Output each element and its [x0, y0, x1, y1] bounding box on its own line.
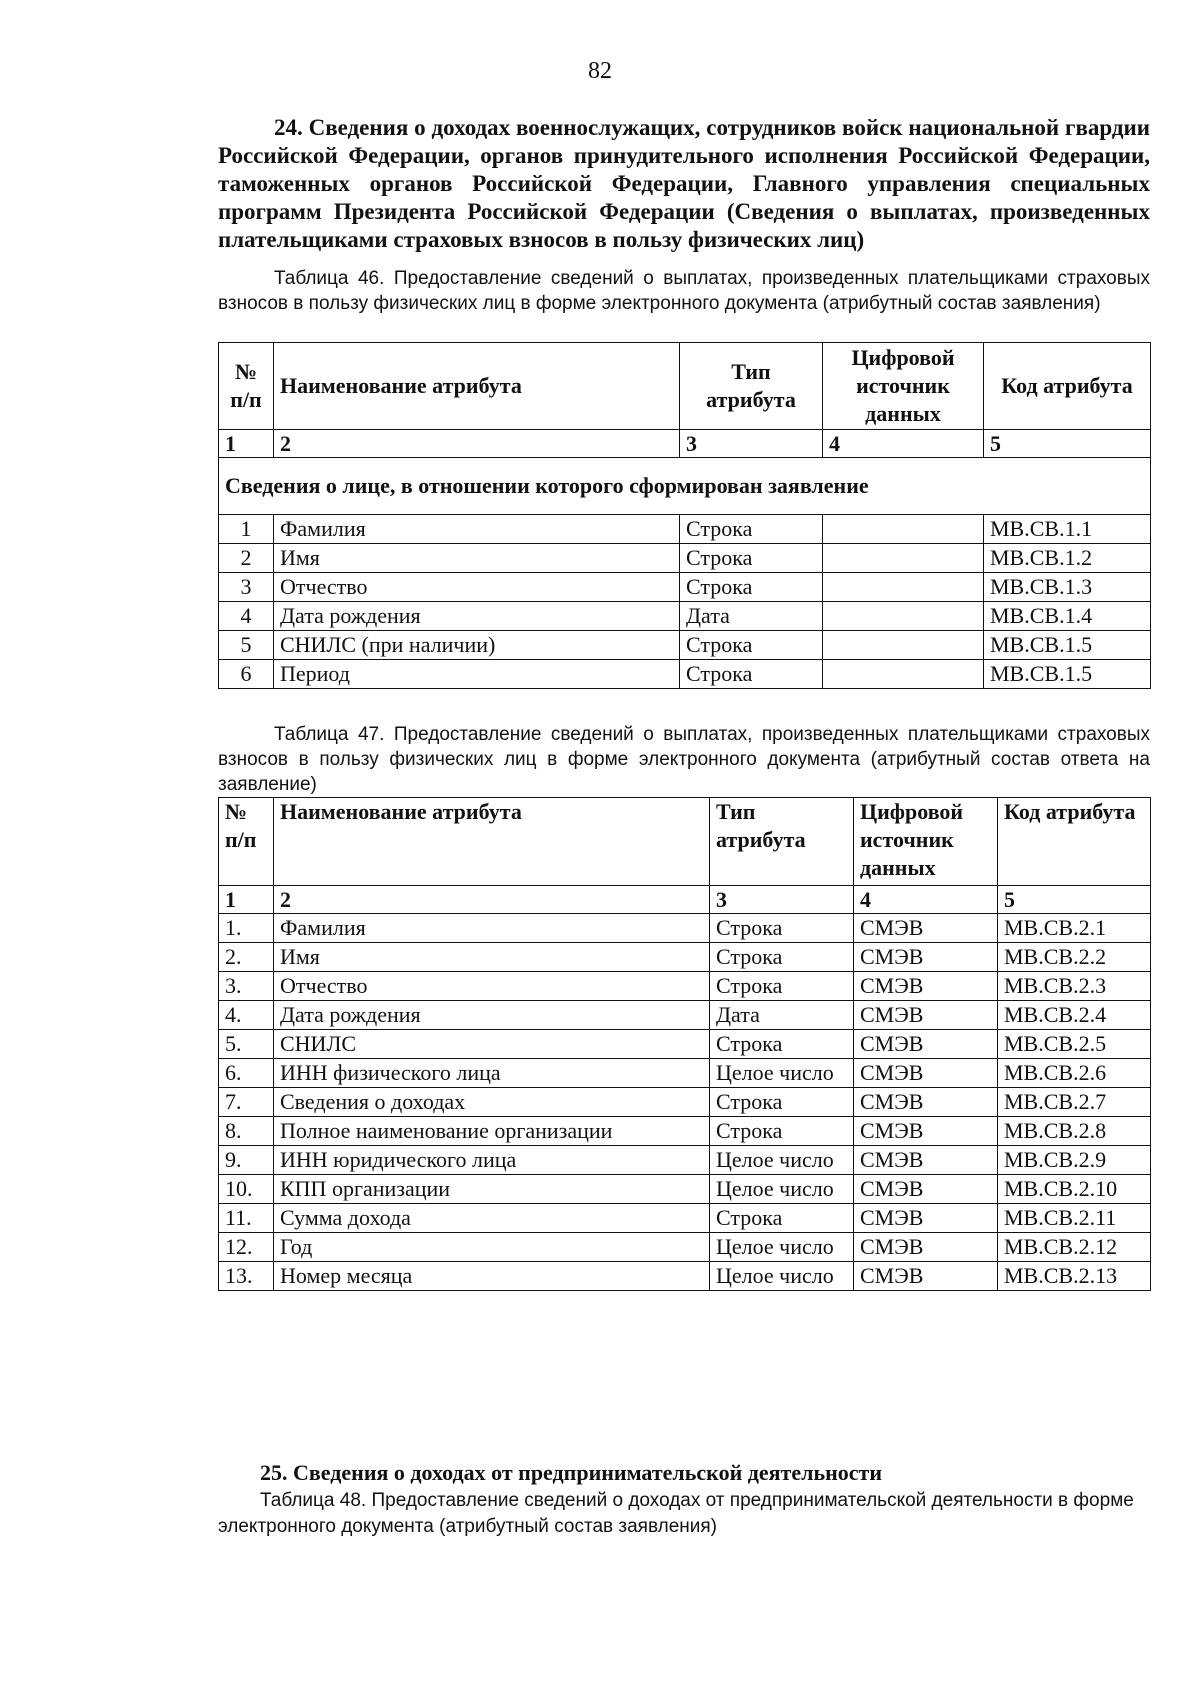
attribute-type: Дата [680, 602, 823, 631]
attribute-code: MB.CB.2.13 [998, 1262, 1151, 1291]
attribute-type: Строка [680, 515, 823, 544]
attribute-name: Год [274, 1233, 710, 1262]
table-row [219, 914, 1151, 943]
table-row [219, 1146, 1151, 1175]
attribute-name: СНИЛС (при наличии) [274, 631, 680, 660]
header-source: Цифровой источник данных [823, 343, 984, 430]
row-number: 3. [219, 972, 274, 1001]
attribute-type: Дата [710, 1001, 854, 1030]
table-row [219, 515, 1151, 544]
data-source: СМЭВ [854, 1117, 998, 1146]
attribute-type: Строка [710, 1204, 854, 1233]
column-number: 2 [274, 430, 680, 458]
attribute-name: ИНН физического лица [274, 1059, 710, 1088]
row-number: 10. [219, 1175, 274, 1204]
attribute-code: MB.CB.2.3 [998, 972, 1151, 1001]
data-source: СМЭВ [854, 1262, 998, 1291]
table-row [219, 1233, 1151, 1262]
data-source [823, 631, 984, 660]
attribute-name: Имя [274, 943, 710, 972]
table-row [219, 1059, 1151, 1088]
row-number: 2 [219, 544, 274, 573]
table-46-group-row [219, 458, 1151, 515]
attribute-code: MB.CB.1.1 [984, 515, 1151, 544]
table-row [219, 1088, 1151, 1117]
data-source [823, 602, 984, 631]
attribute-code: MB.CB.1.3 [984, 573, 1151, 602]
header-num: № п/п [219, 798, 274, 886]
attribute-name: Отчество [274, 573, 680, 602]
table-row [219, 573, 1151, 602]
column-number: 3 [710, 886, 854, 914]
table-46-caption-text: Таблица 46. Предоставление сведений о выплатах, произведенных плательщиками страховых взносов в пользу физических лиц в форме электронного документа (атрибутный состав заявления) [218, 268, 1150, 314]
table-48-caption-text: Таблица 48. Предоставление сведений о доходах от предпринимательской деятельности в форме электронного документа (атрибутный состав заявления) [218, 1490, 1134, 1537]
data-source [823, 544, 984, 573]
attribute-name: Дата рождения [274, 1001, 710, 1030]
data-source: СМЭВ [854, 1233, 998, 1262]
row-number: 6. [219, 1059, 274, 1088]
column-number: 1 [219, 886, 274, 914]
data-source: СМЭВ [854, 914, 998, 943]
page-number: 82 [588, 58, 612, 84]
table-47-caption-text: Таблица 47. Предоставление сведений о выплатах, произведенных плательщиками страховых взносов в пользу физических лиц в форме электронного документа (атрибутный состав ответа на заявление) [218, 724, 1150, 795]
attribute-type: Строка [680, 544, 823, 573]
attribute-name: Номер месяца [274, 1262, 710, 1291]
attribute-code: MB.CB.2.10 [998, 1175, 1151, 1204]
row-number: 4. [219, 1001, 274, 1030]
header-code: Код атрибута [998, 798, 1151, 886]
table-row [219, 1117, 1151, 1146]
table-47-column-numbers [219, 886, 1151, 914]
table-47 [218, 797, 1151, 1291]
attribute-type: Строка [680, 631, 823, 660]
attribute-code: MB.CB.2.8 [998, 1117, 1151, 1146]
attribute-code: MB.CB.2.11 [998, 1204, 1151, 1233]
data-source [823, 515, 984, 544]
header-code: Код атрибута [984, 343, 1151, 430]
attribute-code: MB.CB.2.7 [998, 1088, 1151, 1117]
attribute-type: Строка [710, 1088, 854, 1117]
attribute-type: Строка [710, 972, 854, 1001]
column-number: 5 [998, 886, 1151, 914]
table-46-header-row [219, 343, 1151, 430]
column-number: 2 [274, 886, 710, 914]
attribute-name: КПП организации [274, 1175, 710, 1204]
data-source: СМЭВ [854, 1059, 998, 1088]
attribute-name: Сумма дохода [274, 1204, 710, 1233]
attribute-code: MB.CB.2.1 [998, 914, 1151, 943]
table-row [219, 1262, 1151, 1291]
attribute-name: Фамилия [274, 914, 710, 943]
attribute-type: Строка [710, 1117, 854, 1146]
attribute-code: MB.CB.1.5 [984, 660, 1151, 689]
row-number: 1. [219, 914, 274, 943]
data-source: СМЭВ [854, 972, 998, 1001]
attribute-code: MB.CB.2.5 [998, 1030, 1151, 1059]
data-source: СМЭВ [854, 1175, 998, 1204]
header-name: Наименование атрибута [274, 343, 680, 430]
table-46 [218, 342, 1151, 689]
table-row [219, 1175, 1151, 1204]
table-row [219, 943, 1151, 972]
attribute-name: Отчество [274, 972, 710, 1001]
table-47-header-row [219, 798, 1151, 886]
row-number: 12. [219, 1233, 274, 1262]
table-row [219, 544, 1151, 573]
table-row [219, 602, 1151, 631]
row-number: 3 [219, 573, 274, 602]
data-source: СМЭВ [854, 1088, 998, 1117]
row-number: 4 [219, 602, 274, 631]
attribute-code: MB.CB.1.4 [984, 602, 1151, 631]
table-row [219, 1001, 1151, 1030]
table-row [219, 1030, 1151, 1059]
attribute-name: Дата рождения [274, 602, 680, 631]
data-source: СМЭВ [854, 1146, 998, 1175]
attribute-type: Строка [680, 573, 823, 602]
header-type: Тип атрибута [680, 343, 823, 430]
header-name: Наименование атрибута [274, 798, 710, 886]
attribute-name: Фамилия [274, 515, 680, 544]
group-heading: Сведения о лице, в отношении которого сформирован заявление [219, 458, 1151, 515]
column-number: 4 [823, 430, 984, 458]
attribute-type: Строка [710, 943, 854, 972]
column-number: 3 [680, 430, 823, 458]
data-source: СМЭВ [854, 1030, 998, 1059]
attribute-name: Период [274, 660, 680, 689]
attribute-code: MB.CB.1.2 [984, 544, 1151, 573]
row-number: 9. [219, 1146, 274, 1175]
data-source: СМЭВ [854, 1001, 998, 1030]
table-47-caption [218, 722, 1150, 797]
attribute-name: Сведения о доходах [274, 1088, 710, 1117]
column-number: 1 [219, 430, 274, 458]
table-row [219, 660, 1151, 689]
attribute-type: Строка [680, 660, 823, 689]
row-number: 13. [219, 1262, 274, 1291]
table-row [219, 1204, 1151, 1233]
column-number: 4 [854, 886, 998, 914]
attribute-code: MB.CB.1.5 [984, 631, 1151, 660]
table-row [219, 972, 1151, 1001]
row-number: 2. [219, 943, 274, 972]
row-number: 7. [219, 1088, 274, 1117]
table-48-caption [218, 1488, 1150, 1540]
table-row [219, 631, 1151, 660]
header-source: Цифровой источник данных [854, 798, 998, 886]
row-number: 6 [219, 660, 274, 689]
header-num: № п/п [219, 343, 274, 430]
attribute-code: MB.CB.2.2 [998, 943, 1151, 972]
data-source [823, 573, 984, 602]
table-46-column-numbers [219, 430, 1151, 458]
attribute-type: Целое число [710, 1146, 854, 1175]
attribute-code: MB.CB.2.12 [998, 1233, 1151, 1262]
data-source [823, 660, 984, 689]
attribute-name: ИНН юридического лица [274, 1146, 710, 1175]
row-number: 5. [219, 1030, 274, 1059]
data-source: СМЭВ [854, 1204, 998, 1233]
row-number: 8. [219, 1117, 274, 1146]
attribute-type: Целое число [710, 1262, 854, 1291]
attribute-type: Строка [710, 914, 854, 943]
attribute-name: СНИЛС [274, 1030, 710, 1059]
row-number: 5 [219, 631, 274, 660]
attribute-type: Целое число [710, 1233, 854, 1262]
attribute-name: Имя [274, 544, 680, 573]
attribute-type: Строка [710, 1030, 854, 1059]
section-25-heading: 25. Сведения о доходах от предпринимательской деятельности [260, 1460, 883, 1485]
attribute-type: Целое число [710, 1175, 854, 1204]
row-number: 11. [219, 1204, 274, 1233]
attribute-type: Целое число [710, 1059, 854, 1088]
header-type: Тип атрибута [710, 798, 854, 886]
attribute-name: Полное наименование организации [274, 1117, 710, 1146]
section-24-heading: 24. Сведения о доходах военнослужащих, сотрудников войск национальной гвардии Российской Федерации, органов принудительного исполнения Российской Федерации, таможенных органов Российской Федерации, Главного управления специальных программ Президента Российской Федерации (Сведения о выплатах, произведенных плательщиками страховых взносов в пользу физических лиц) [218, 115, 1150, 252]
column-number: 5 [984, 430, 1151, 458]
row-number: 1 [219, 515, 274, 544]
data-source: СМЭВ [854, 943, 998, 972]
attribute-code: MB.CB.2.4 [998, 1001, 1151, 1030]
table-46-caption [218, 266, 1150, 316]
attribute-code: MB.CB.2.9 [998, 1146, 1151, 1175]
attribute-code: MB.CB.2.6 [998, 1059, 1151, 1088]
